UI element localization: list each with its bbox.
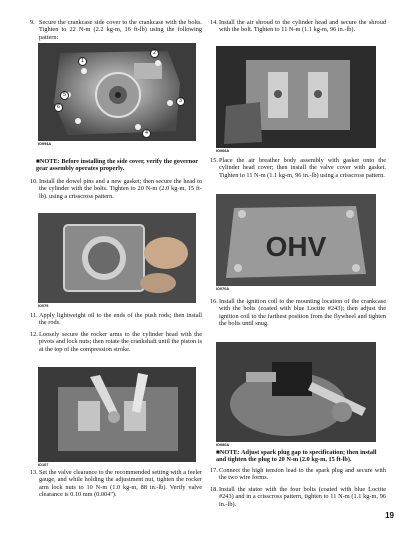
step-number: 18.: [210, 486, 218, 493]
step-number: 9.: [30, 19, 35, 26]
step-text: Connect the high tension lead to the spark plug and secure with the two wire forms.: [219, 467, 386, 482]
note-governor-gear: ■NOTE: Before installing the side cover, verify the governor gear assembly operates properly.: [36, 158, 198, 173]
figure-label: IO066A: [216, 149, 230, 153]
step-15: [210, 157, 386, 179]
step-text: Set the valve clearance to the recommended setting with a feeler gauge, and while holding the adjustment nut, tighten the rocker arm lock nuts to 10 N-m (1.0 kg-m, 88 in.-lb). Verify valve clearance is 0.10 mm (0.004").: [39, 469, 202, 498]
figure-label: IO080A: [216, 443, 230, 447]
callout-1: 1: [78, 57, 87, 66]
step-text: Loosely secure the rocker arms to the cylinder head with the pivots and lock nuts; then rotate the crankshaft until the piston is at the top of the compression stroke.: [39, 331, 202, 353]
step-number: 17.: [210, 467, 218, 474]
step-9: [30, 19, 202, 41]
step-number: 15.: [210, 157, 218, 164]
step-number: 11.: [30, 312, 38, 319]
step-number: 14.: [210, 19, 218, 26]
cylinder-head-illustration: [38, 213, 196, 303]
step-14: [210, 19, 386, 34]
ohv-stamp: OHV: [265, 231, 327, 262]
figure-label: IO994A: [38, 142, 52, 146]
step-17: [210, 467, 386, 482]
figure-air-shroud: [216, 46, 376, 148]
valve-cover-illustration: [216, 194, 376, 286]
callout-5: 5: [60, 91, 69, 100]
step-11: [30, 312, 202, 327]
step-number: 13.: [30, 469, 38, 476]
callout-4: 4: [142, 129, 151, 138]
callout-2: 2: [150, 49, 159, 58]
step-text: Apply lightweight oil to the ends of the push rods; then install the rods.: [39, 312, 202, 327]
step-text: Install the air shroud to the cylinder head and secure the shroud with the bolt. Tighten to 11 N-m (1.1 kg-m, 96 in.-lb).: [219, 19, 386, 34]
air-shroud-illustration: [216, 46, 376, 148]
step-number: 10.: [30, 178, 38, 185]
step-text: Install the dowel pins and a new gasket; then secure the head to the cylinder with the bolts. Tighten to 20 N-m (2.0 kg-m, 15 ft-lb). using a crisscross pattern.: [39, 178, 202, 200]
figure-label: IO107: [38, 463, 49, 467]
figure-ignition-coil: [216, 342, 376, 442]
step-text: Secure the crankcase side cover to the crankcase with the bolts. Tighten to 22 N-m (2.2 kg-m, 16 ft-lb) using the following pattern:: [39, 19, 202, 41]
step-16: [210, 298, 386, 327]
step-text: Install the stator with the four bolts (coated with blue Loctite #243) and in a crisscross pattern, tighten to 11 N-m (1.1 kg-m, 96 in.-lb).: [219, 486, 386, 508]
figure-valve-cover: [216, 194, 376, 286]
figure-label: IO075: [38, 304, 49, 308]
step-number: 16.: [210, 298, 218, 305]
step-18: [210, 486, 386, 508]
step-12: [30, 331, 202, 353]
step-number: 12.: [30, 331, 38, 338]
figure-crankcase-bolt-pattern: [38, 43, 196, 141]
callout-6: 6: [54, 103, 63, 112]
ignition-coil-illustration: [216, 342, 376, 442]
figure-cylinder-head-gasket: [38, 213, 196, 303]
rocker-arm-illustration: [38, 367, 196, 462]
step-13: [30, 469, 202, 498]
figure-label: IO070A: [216, 287, 230, 291]
note-spark-plug: ■NOTE: Adjust spark plug gap to specification; then install and tighten the plug to 20 N-m (2.0 kg-m, 15 ft-lb).: [216, 449, 377, 464]
step-text: Install the ignition coil to the mounting location of the crankcase with the bolts (coated with blue Loctite #243); then adjust the ignition coil to the farthest position from the flywheel and tighten the bolts until snug.: [219, 298, 386, 327]
step-10: [30, 178, 202, 200]
callout-3: 3: [176, 97, 185, 106]
page-number: 19: [385, 511, 394, 520]
step-text: Place the air breather body assembly with gasket onto the cylinder head cover; then install the valve cover with gasket. Tighten to 11 N-m (1.1 kg-m, 96 in.-lb) using a crisscross pattern.: [219, 157, 386, 179]
figure-rocker-arms: [38, 367, 196, 462]
